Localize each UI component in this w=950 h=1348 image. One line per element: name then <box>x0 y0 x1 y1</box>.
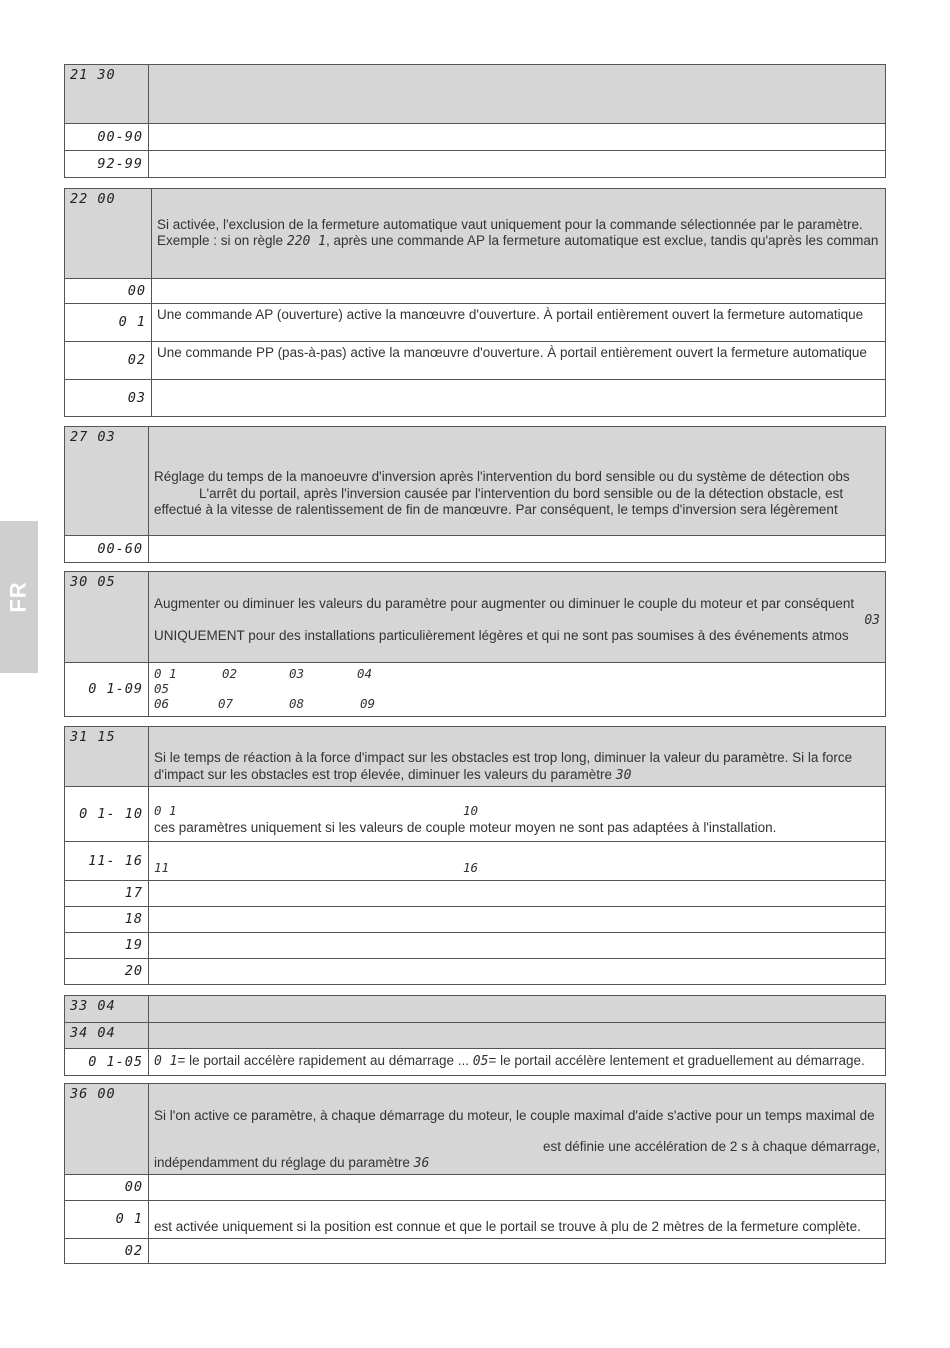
param-ref: 220 1 <box>286 234 326 249</box>
value-ref: 09 <box>360 696 376 711</box>
value-ref: 03 <box>289 666 305 681</box>
value-description <box>149 1049 886 1076</box>
value-code: 00-90 <box>65 124 149 151</box>
param-code: 34 04 <box>65 1023 149 1049</box>
value-code: 00 <box>65 279 152 304</box>
param-description <box>152 189 886 279</box>
value-code: 00 <box>65 1175 149 1201</box>
value-ref: 08 <box>289 696 305 711</box>
param-table-3005 <box>64 571 886 717</box>
desc-text: indépendamment du réglage du paramètre <box>154 1155 414 1170</box>
value-ref: 06 <box>154 696 170 711</box>
value-code: 0 1 <box>65 1201 149 1239</box>
value-code: 0 1-09 <box>65 663 149 717</box>
param-table-2200 <box>64 188 886 417</box>
value-ref: 11 <box>154 860 170 875</box>
param-description <box>149 572 886 663</box>
param-code: 27 03 <box>65 427 149 536</box>
param-description <box>149 427 886 536</box>
param-table-2130 <box>64 64 886 178</box>
value-code: 02 <box>65 1239 149 1264</box>
desc-line: Si le temps de réaction à la force d'impact sur les obstacles est trop long, diminuer la valeur du paramètre. Si la force <box>154 750 853 765</box>
value-description <box>149 959 886 985</box>
param-ref: 36 <box>413 1156 430 1171</box>
desc-line <box>157 233 880 251</box>
param-description <box>149 1023 886 1049</box>
param-code: 33 04 <box>65 996 149 1023</box>
value-ref: 05 <box>154 681 170 696</box>
param-ref: 30 <box>615 767 632 783</box>
value-code: 0 1 <box>65 304 152 342</box>
value-description <box>149 842 886 881</box>
value-description <box>149 151 886 178</box>
language-tab <box>0 521 38 673</box>
value-code: 92-99 <box>65 151 149 178</box>
value-description <box>149 787 886 842</box>
param-code: 22 00 <box>65 189 152 279</box>
param-table-3600 <box>64 1083 886 1264</box>
param-description <box>149 727 886 787</box>
value-description <box>149 907 886 933</box>
value-description <box>152 380 886 417</box>
value-code: 00-60 <box>65 536 149 563</box>
value-description <box>149 881 886 907</box>
value-code: 19 <box>65 933 149 959</box>
value-description <box>149 536 886 563</box>
desc-text: = le portail accélère rapidement au démarrage ... <box>177 1053 473 1069</box>
desc-text: Exemple : si on règle <box>157 233 287 248</box>
value-ref: 05 <box>472 1054 489 1070</box>
value-description <box>149 663 886 717</box>
desc-line: effectué à la vitesse de ralentissement de fin de manœuvre. Par conséquent, le temps d'inversion sera légèrement <box>154 502 838 517</box>
value-code: 02 <box>65 342 152 380</box>
desc-line <box>154 1155 880 1173</box>
param-code: 30 05 <box>65 572 149 663</box>
value-description: Une commande PP (pas-à-pas) active la manœuvre d'ouverture. À portail entièrement ouvert la fermeture automatique <box>152 342 886 380</box>
value-ref: 16 <box>463 860 479 875</box>
desc-line: Augmenter ou diminuer les valeurs du paramètre pour augmenter ou diminuer le couple du moteur et par conséquent <box>154 596 855 611</box>
param-table-3304 <box>64 995 886 1076</box>
desc-line: Si activée, l'exclusion de la fermeture automatique vaut uniquement pour la commande sélectionnée par le paramètre. <box>157 216 863 232</box>
desc-text: = le portail accélère lentement et graduellement au démarrage. <box>488 1053 865 1069</box>
value-code: 11- 16 <box>65 842 149 881</box>
desc-line: ces paramètres uniquement si les valeurs de couple moteur moyen ne sont pas adaptées à l'installation. <box>154 820 777 835</box>
param-description <box>149 65 886 124</box>
param-table-2703 <box>64 426 886 563</box>
param-code: 21 30 <box>65 65 149 124</box>
value-description <box>149 1175 886 1201</box>
value-code: 17 <box>65 881 149 907</box>
value-ref: 10 <box>463 803 479 818</box>
desc-line: Réglage du temps de la manoeuvre d'inversion après l'intervention du bord sensible ou du système de détection obs <box>154 469 850 484</box>
param-ref: 03 <box>864 612 880 628</box>
value-code: 20 <box>65 959 149 985</box>
value-ref: 04 <box>357 666 373 681</box>
desc-line: Si l'on active ce paramètre, à chaque démarrage du moteur, le couple maximal d'aide s'active pour un temps maximal de <box>154 1108 875 1123</box>
value-code: 0 1-05 <box>65 1049 149 1076</box>
value-code: 03 <box>65 380 152 417</box>
param-description <box>149 996 886 1023</box>
param-code: 36 00 <box>65 1084 149 1175</box>
desc-line: UNIQUEMENT pour des installations particulièrement légères et qui ne sont pas soumises à des événements atmos <box>154 627 849 643</box>
value-description <box>149 1239 886 1264</box>
desc-line <box>154 767 880 785</box>
param-description <box>149 1084 886 1175</box>
param-code: 31 15 <box>65 727 149 787</box>
value-description: est activée uniquement si la position est connue et que le portail se trouve à plu de 2 mètres de la fermeture complète. <box>149 1201 886 1239</box>
param-table-3115 <box>64 726 886 985</box>
value-code: 0 1- 10 <box>65 787 149 842</box>
language-tab-label: FR <box>5 581 31 613</box>
value-code: 18 <box>65 907 149 933</box>
value-description: Une commande AP (ouverture) active la manœuvre d'ouverture. À portail entièrement ouvert la fermeture automatique <box>152 304 886 342</box>
value-ref: 02 <box>222 666 238 681</box>
value-description <box>152 279 886 304</box>
desc-text: d'impact sur les obstacles est trop élevée, diminuer les valeurs du paramètre <box>154 766 616 782</box>
value-description <box>149 124 886 151</box>
desc-line: est définie une accélération de 2 s à chaque démarrage, <box>543 1138 880 1154</box>
desc-line: L'arrêt du portail, après l'inversion causée par l'intervention du bord sensible ou de la détection obstacle, est <box>199 485 844 501</box>
value-ref: 0 1 <box>154 666 177 681</box>
desc-text: , après une commande AP la fermeture automatique est exclue, tandis qu'après les comman <box>325 233 879 248</box>
blank-line <box>154 1125 880 1139</box>
value-ref: 07 <box>218 696 234 711</box>
value-ref: 0 1 <box>154 1054 178 1070</box>
value-ref: 0 1 <box>154 803 177 818</box>
value-description <box>149 933 886 959</box>
